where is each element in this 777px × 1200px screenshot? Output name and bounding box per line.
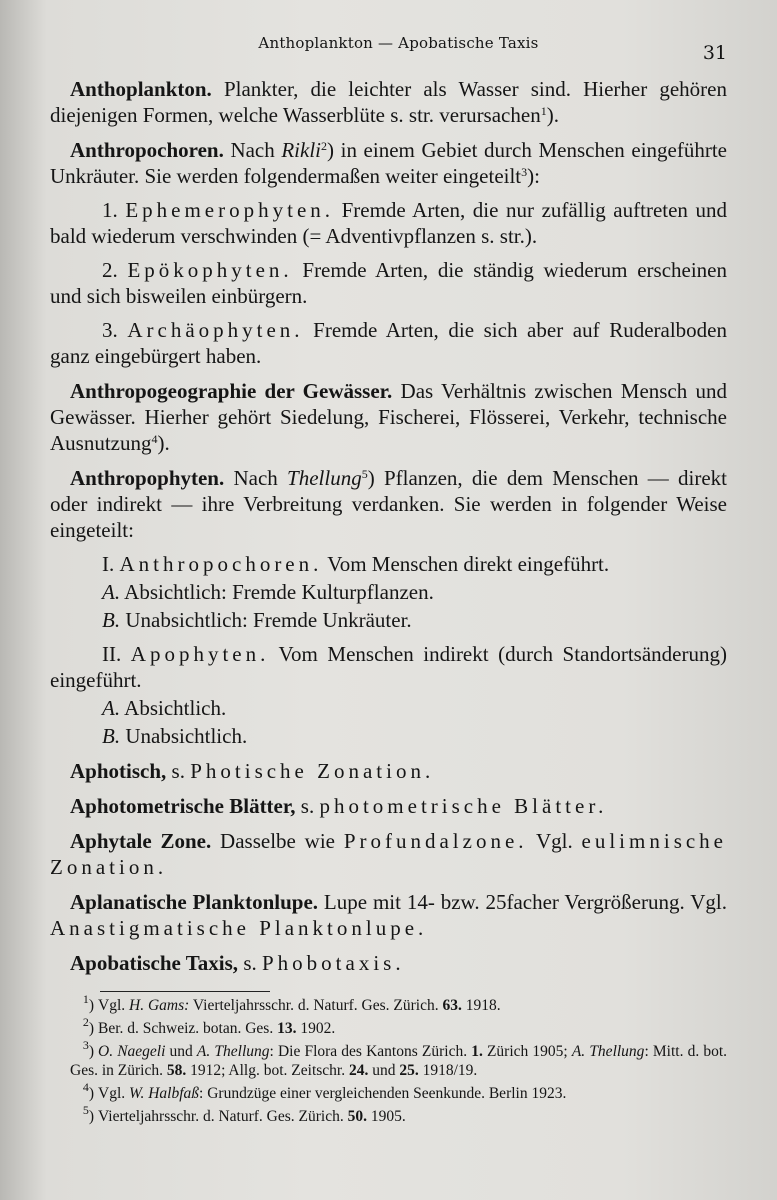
item-mark: A. <box>102 580 121 604</box>
author-name: H. Gams: <box>129 997 190 1014</box>
entry-text: s. <box>238 951 262 975</box>
running-head: Anthoplankton — Apobatische Taxis <box>258 34 539 52</box>
subentry-ephemerophyten <box>50 197 727 249</box>
headword: Anthropophyten. <box>70 466 225 490</box>
footnote-text: 1912; Allg. bot. Zeitschr. <box>186 1062 349 1079</box>
entry-text: Vgl. <box>527 829 582 853</box>
headword: Aphotometrische Blätter, <box>70 794 296 818</box>
entry-aphotometrische-blaetter <box>50 793 727 819</box>
headword: Aphotisch, <box>70 759 167 783</box>
entry-text: s. <box>166 759 191 783</box>
footnote-text: : Mitt. d. bot. Ges. in Zürich. <box>70 1043 728 1079</box>
entry-text: Lupe mit 14- bzw. 25facher Vergrößerung. Vgl. <box>318 890 727 914</box>
footnote-text: und <box>368 1062 400 1079</box>
footnote-text: : Grundzüge einer vergleichenden Seenkunde. Berlin 1923. <box>199 1085 567 1102</box>
subentry-text: Fremde Arten, die ständig wiederum erscheinen und sich bisweilen einbürgern. <box>50 258 728 308</box>
volume-number: 50. <box>347 1108 367 1125</box>
class-item <box>50 695 727 721</box>
spaced-term: Anthropochoren. <box>119 552 323 576</box>
footnote-text: Vierteljahrsschr. d. Naturf. Ges. Zürich. <box>98 1108 348 1125</box>
volume-number: 13. <box>277 1020 297 1037</box>
page-number: 31 <box>702 42 727 64</box>
item-mark: B. <box>102 724 121 748</box>
footnote-text: 1902. <box>296 1020 336 1037</box>
entry-anthoplankton <box>50 76 727 128</box>
footnote-number: 1 <box>82 992 89 1006</box>
spaced-term: Epökophyten. <box>127 258 293 282</box>
item-text: Absichtlich. <box>120 696 227 720</box>
footnote-1: $^1$) Vgl. H. Gams: Vierteljahrsschr. d. Naturf. Ges. Zürich. 63. 1918. <box>82 992 501 1014</box>
headword: Anthropogeographie der Gewässer. <box>70 379 393 403</box>
volume-number: 63. <box>442 997 462 1014</box>
spaced-term: Apophyten. <box>130 642 270 666</box>
footnote-number: 3 <box>82 1038 89 1052</box>
entry-aphytale-zone <box>50 828 727 880</box>
volume-number: 1. <box>471 1043 483 1060</box>
entry-text: Dasselbe wie <box>211 829 344 853</box>
author-name: A. Thellung <box>571 1043 645 1060</box>
cross-reference: Anastigmatische Planktonlupe. <box>50 916 428 940</box>
class-apophyten <box>50 641 727 693</box>
entry-text: ): <box>527 164 540 188</box>
spaced-term: Ephemerophyten. <box>125 198 335 222</box>
entry-anthropophyten <box>50 465 727 543</box>
volume-number: 24. <box>348 1062 369 1079</box>
footnote-text: 1918/19. <box>418 1062 478 1079</box>
footnote-text: Zürich 1905; <box>482 1043 572 1060</box>
footnote-number: 4 <box>82 1080 89 1094</box>
author-name: A. Thellung <box>196 1043 270 1060</box>
entry-text: Das Verhältnis zwischen Mensch und Gewässer. Hierher gehört Siedelung, Fischerei, Flösserei, Verkehr, technische Ausnutzung <box>50 379 727 455</box>
item-text: Absichtlich: Fremde Kulturpflanzen. <box>120 580 434 604</box>
class-number: II. <box>102 642 131 666</box>
entry-text: ). <box>157 431 170 455</box>
footnote-text: und <box>165 1043 197 1060</box>
footnote-rule <box>100 991 270 992</box>
entry-anthropogeographie <box>50 378 727 456</box>
author-name: Thellung <box>287 466 362 490</box>
item-text: Unabsichtlich. <box>120 724 248 748</box>
subentry-number: 1. <box>102 198 126 222</box>
footnote-marker: 4 <box>151 432 158 446</box>
headword: Aplanatische Planktonlupe. <box>70 890 319 914</box>
footnote-text: Vgl. <box>98 1085 129 1102</box>
spaced-term: Archäophyten. <box>127 318 304 342</box>
class-text: Vom Menschen indirekt (durch Standortsänderung) eingeführt. <box>50 642 727 692</box>
footnote-marker: 3 <box>521 165 528 179</box>
entry-text: s. <box>295 794 320 818</box>
author-name: O. Naegeli <box>98 1043 166 1060</box>
subentry-text: Fremde Arten, die nur zufällig auftreten und bald wiederum verschwinden (= Adventivpflanzen s. str.). <box>50 198 727 248</box>
footnote-number: 2 <box>82 1015 89 1029</box>
entry-anthropochoren <box>50 137 727 189</box>
cross-reference: photometrische Blätter. <box>319 794 608 818</box>
subentry-text: Fremde Arten, die sich aber auf Ruderalboden ganz eingebürgert haben. <box>50 318 727 368</box>
class-item <box>50 579 727 605</box>
footnote-marker: 2 <box>321 139 328 153</box>
headword: Anthoplankton. <box>70 77 212 101</box>
author-name: Rikli <box>281 138 322 162</box>
item-text: Unabsichtlich: Fremde Unkräuter. <box>120 608 412 632</box>
class-text: Vom Menschen direkt eingeführt. <box>322 552 610 576</box>
footnote-number: 5 <box>82 1103 89 1117</box>
entry-apobatische-taxis <box>50 950 727 976</box>
footnote-5: $^5$) Vierteljahrsschr. d. Naturf. Ges. Zürich. 50. 1905. <box>82 1103 406 1125</box>
entry-aphotisch <box>50 758 727 784</box>
entry-text: Nach <box>224 466 288 490</box>
entry-text: ) Pflanzen, die dem Menschen — direkt oder indirekt — ihre Verbreitung verdanken. Sie werden in folgender Weise eingeteilt: <box>50 466 727 542</box>
subentry-epoekophyten <box>50 257 727 309</box>
footnote-text: 1905. <box>366 1108 406 1125</box>
class-item <box>50 607 727 633</box>
entry-text: Nach <box>223 138 282 162</box>
cross-reference: Phobotaxis. <box>262 951 405 975</box>
headword: Aphytale Zone. <box>70 829 212 853</box>
footnote-marker: 1 <box>540 104 547 118</box>
subentry-number: 2. <box>102 258 128 282</box>
item-mark: A. <box>102 696 121 720</box>
footnote-text: Ber. d. Schweiz. botan. Ges. <box>98 1020 278 1037</box>
entry-text: ). <box>546 103 559 127</box>
footnote-text: Vgl. <box>98 997 129 1014</box>
volume-number: 25. <box>399 1062 419 1079</box>
footnote-4: $^4$) Vgl. W. Halbfaß: Grundzüge einer vergleichenden Seenkunde. Berlin 1923. <box>82 1080 567 1102</box>
class-anthropochoren <box>50 551 727 577</box>
cross-reference: Profundalzone. <box>343 829 528 853</box>
class-item <box>50 723 727 749</box>
footnote-marker: 5 <box>361 467 368 481</box>
entry-aplanatische-planktonlupe <box>50 889 727 941</box>
cross-reference: eulimnische Zonation. <box>50 829 728 879</box>
footnote-3: $^3$) O. Naegeli und A. Thellung: Die Flora des Kantons Zürich. 1. Zürich 1905; A. Thellung: Mitt. d. bot. Ges. in Zürich. 58. 1912; Allg. bot. Zeitschr. 24. und 25. 1918/19. <box>70 1038 728 1079</box>
class-number: I. <box>102 552 120 576</box>
headword: Apobatische Taxis, <box>70 951 239 975</box>
page-header <box>50 34 727 64</box>
author-name: W. Halbfaß <box>129 1085 200 1102</box>
volume-number: 58. <box>166 1062 187 1079</box>
footnote-2: $^2$) Ber. d. Schweiz. botan. Ges. 13. 1902. <box>82 1015 336 1037</box>
entry-text: ) in einem Gebiet durch Menschen eingeführte Unkräuter. Sie werden folgendermaßen weiter eingeteilt <box>50 138 727 188</box>
footnote-text: : Die Flora des Kantons Zürich. <box>269 1043 472 1060</box>
headword: Anthropochoren. <box>70 138 224 162</box>
subentry-archaeophyten <box>50 317 727 369</box>
cross-reference: Photische Zonation. <box>190 759 435 783</box>
entry-text: Plankter, die leichter als Wasser sind. Hierher gehören diejenigen Formen, welche Wasserblüte s. str. verursachen <box>50 77 727 127</box>
subentry-number: 3. <box>102 318 128 342</box>
item-mark: B. <box>102 608 121 632</box>
footnote-text: Vierteljahrsschr. d. Naturf. Ges. Zürich. <box>189 997 443 1014</box>
footnote-text: 1918. <box>461 997 501 1014</box>
